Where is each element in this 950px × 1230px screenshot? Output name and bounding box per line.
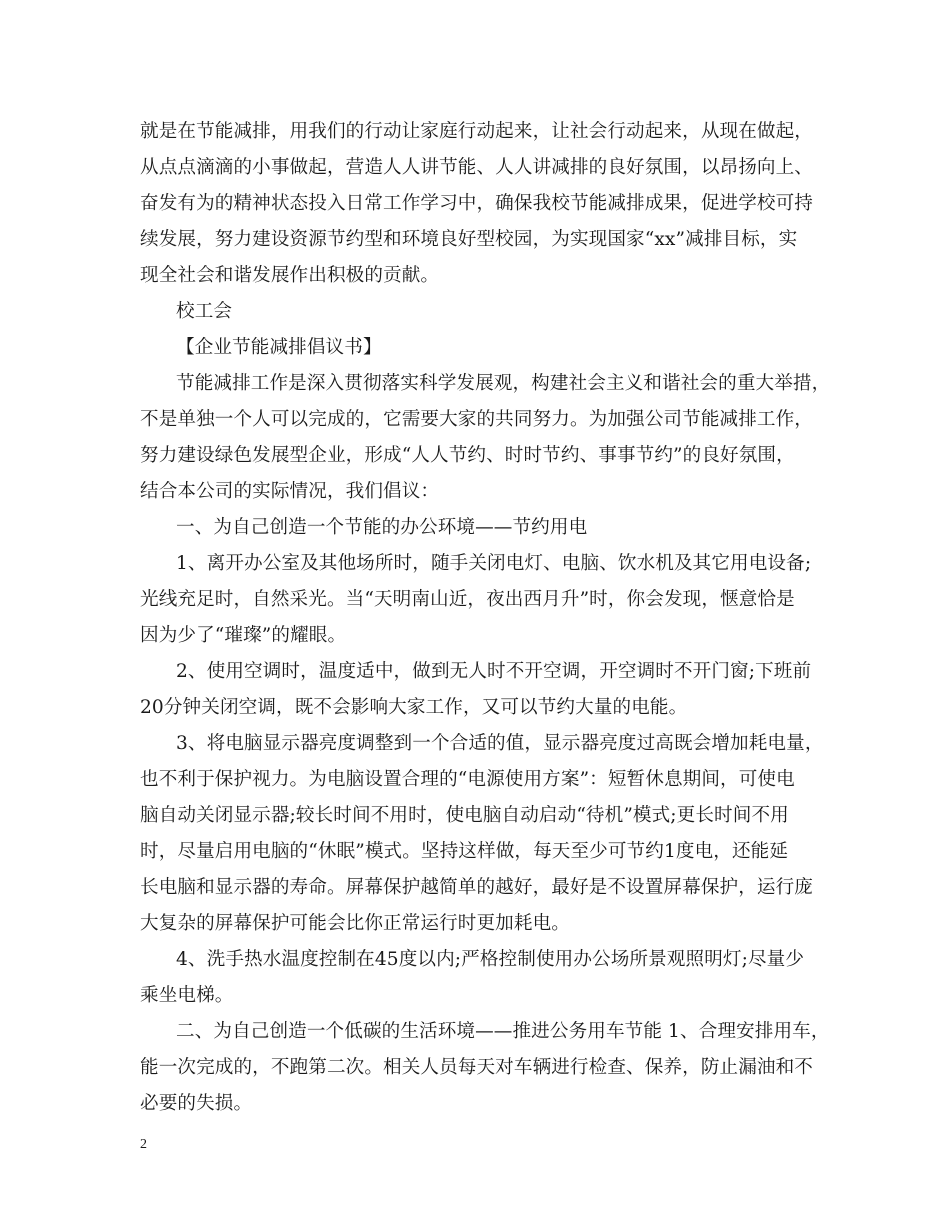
text-line: 奋发有为的精神状态投入日常工作学习中，确保我校节能减排成果，促进学校可持 <box>140 193 813 214</box>
text-line: 必要的失损。 <box>140 1093 253 1114</box>
text-line: 校工会 <box>176 301 233 322</box>
text-line: 时，尽量启用电脑的“休眠”模式。坚持这样做，每天至少可节约1度电，还能延 <box>140 841 789 862</box>
text-line: 能一次完成的，不跑第二次。相关人员每天对车辆进行检查、保养，防止漏油和不 <box>140 1057 813 1078</box>
text-line: 【企业节能减排倡议书】 <box>176 337 382 358</box>
text-line: 光线充足时，自然采光。当“天明南山近，夜出西月升”时，你会发现，惬意恰是 <box>140 589 795 610</box>
text-line: 一、为自己创造一个节能的办公环境——节约用电 <box>176 517 588 538</box>
text-line: 4、洗手热水温度控制在45度以内;严格控制使用办公场所景观照明灯;尽量少 <box>176 949 805 970</box>
text-line: 节能减排工作是深入贯彻落实科学发展观，构建社会主义和谐社会的重大举措， <box>176 373 831 394</box>
text-line: 3、将电脑显示器亮度调整到一个合适的值，显示器亮度过高既会增加耗电量， <box>176 733 824 754</box>
text-line: 也不利于保护视力。为电脑设置合理的“电源使用方案”：短暂休息期间，可使电 <box>140 769 795 790</box>
text-line: 不是单独一个人可以完成的，它需要大家的共同努力。为加强公司节能减排工作， <box>140 409 813 430</box>
text-line: 大复杂的屏幕保护可能会比你正常运行时更加耗电。 <box>140 913 570 934</box>
text-line: 二、为自己创造一个低碳的生活环境——推进公务用车节能 1、合理安排用车， <box>176 1021 830 1042</box>
text-line: 努力建设绿色发展型企业，形成“人人节约、时时节约、事事节约”的良好氛围， <box>140 445 795 466</box>
text-line: 长电脑和显示器的寿命。屏幕保护越简单的越好，最好是不设置屏幕保护，运行庞 <box>140 877 813 898</box>
text-line: 1、离开办公室及其他场所时，随手关闭电灯、电脑、饮水机及其它用电设备; <box>176 553 812 574</box>
page-number: 2 <box>140 1137 147 1152</box>
text-line: 现全社会和谐发展作出积极的贡献。 <box>140 265 440 286</box>
text-line: 因为少了“璀璨”的耀眼。 <box>140 625 347 646</box>
text-line: 续发展，努力建设资源节约型和环境良好型校园，为实现国家“xx”减排目标，实 <box>140 229 798 250</box>
document-body <box>140 114 831 1122</box>
text-line: 就是在节能减排，用我们的行动让家庭行动起来，让社会行动起来，从现在做起， <box>140 121 813 142</box>
text-line: 从点点滴滴的小事做起，营造人人讲节能、人人讲减排的良好氛围，以昂扬向上、 <box>140 157 813 178</box>
text-line: 乘坐电梯。 <box>140 985 234 1006</box>
text-line: 结合本公司的实际情况，我们倡议： <box>140 481 440 502</box>
text-line: 20分钟关闭空调，既不会影响大家工作，又可以节约大量的电能。 <box>140 697 688 718</box>
text-line: 2、使用空调时，温度适中，做到无人时不开空调，开空调时不开门窗;下班前 <box>176 661 812 682</box>
text-line: 脑自动关闭显示器;较长时间不用时，使电脑自动启动“待机”模式;更长时间不用 <box>140 805 789 826</box>
